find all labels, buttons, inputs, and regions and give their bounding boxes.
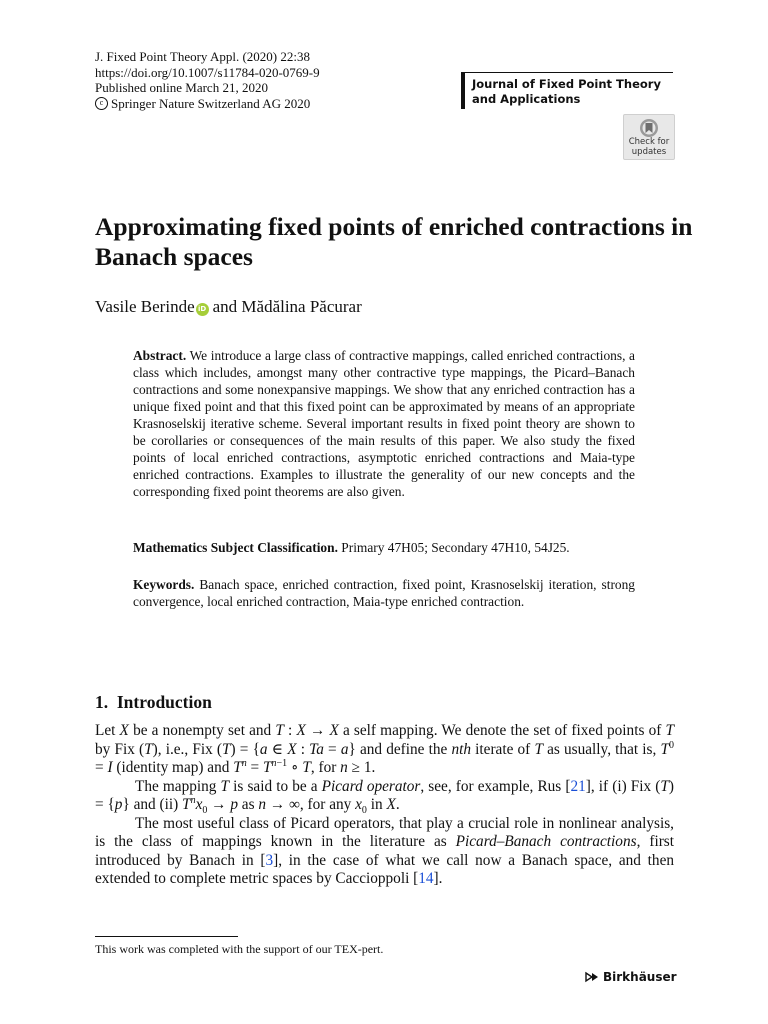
journal-name-box [461,72,673,109]
intro-paragraph: The mapping T is said to be a Picard operator, see, for example, Rus [21], if (i) Fix (T) = {p} and (ii) $T^nx_0 \to p$ as n → ∞, for any $x_0$ in X. [95,777,674,817]
footnote: This work was completed with the support of our TEX-pert. [95,942,384,956]
orcid-icon[interactable]: iD [196,303,209,316]
journal-accent-bar [461,73,465,109]
keywords [133,576,635,610]
doi-link[interactable]: https://doi.org/10.1007/s11784-020-0769-9 [95,64,320,80]
paper-title: Approximating fixed points of enriched contractions in Banach spaces [95,212,693,271]
footnote-divider [95,936,238,937]
journal-name: Journal of Fixed Point Theory and Applications [472,77,661,106]
publication-date: Published online March 21, 2020 [95,80,268,95]
citation-link[interactable]: 3 [265,851,274,869]
copyright-icon: c [95,97,108,110]
journal-citation: J. Fixed Point Theory Appl. (2020) 22:38 [95,49,310,64]
publisher-logo [585,970,677,984]
citation-link[interactable]: 21 [570,777,586,795]
abstract [133,347,635,500]
author-pacurar[interactable]: Mădălina Păcurar [241,297,362,316]
citation-link[interactable]: 14 [418,870,434,887]
bookmark-ribbon-icon [638,118,660,138]
abstract-label: Abstract. [133,348,187,363]
keywords-text: Banach space, enriched contraction, fixed point, Krasnoselskij iteration, strong convergence, local enriched contraction, Maia-type enriched contraction. [133,577,635,609]
publisher-name: Birkhäuser [603,970,677,984]
intro-paragraph: The most useful class of Picard operators, that play a crucial role in nonlinear analysis, is the class of mappings known in the literature as Picard–Banach contractions, first introduced by Banach in [3], in the case of what we call now a Banach space, and then extended to complete metric spaces by Caccioppoli [14]. [95,814,675,887]
intro-paragraph: Let X be a nonempty set and T : X → X a self mapping. We denote the set of fixed points of T by Fix (T), i.e., Fix (T) = {a ∈ X : Ta = a} and define the nth iterate of T as usually, that is, $T^0 = I$ (identity map) and $T^n = T^{n-1}$ ∘ T, for n ≥ 1. [95,722,674,776]
author-list [95,297,362,317]
author-connector: and [212,297,238,316]
subject-classification [133,539,635,556]
author-berinde[interactable]: Vasile Berinde [95,297,195,316]
introduction-body [95,722,674,889]
keywords-label: Keywords. [133,577,195,592]
section-heading [95,692,212,713]
publisher-logo-icon [585,971,599,983]
abstract-text: We introduce a large class of contractive mappings, called enriched contractions, a class which includes, amongst many other contractive type mappings, the Picard–Banach contractions and some nonexpansive mappings. We show that any enriched contraction has a unique fixed point and that this fixed point can be approximated by means of an appropriate Krasnoselskij iterative scheme. Several important results in fixed point theory are shown to be corollaries or consequences of the main results of this paper. We also study the fixed points of local enriched contractions, asymptotic enriched contractions and Maia-type enriched contractions. Examples to illustrate the generality of our new concepts and the corresponding fixed point theorems are also given. [133,348,636,499]
copyright-text: Springer Nature Switzerland AG 2020 [111,95,311,111]
check-for-updates-label: Check for updates [628,137,670,157]
copyright-line [95,96,320,112]
section-number: 1. [95,692,109,712]
article-metadata [95,49,320,111]
section-title: Introduction [116,692,212,712]
msc-text: Primary 47H05; Secondary 47H10, 54J25. [341,540,570,555]
check-for-updates-button[interactable] [623,114,675,160]
msc-label: Mathematics Subject Classification. [133,540,338,555]
